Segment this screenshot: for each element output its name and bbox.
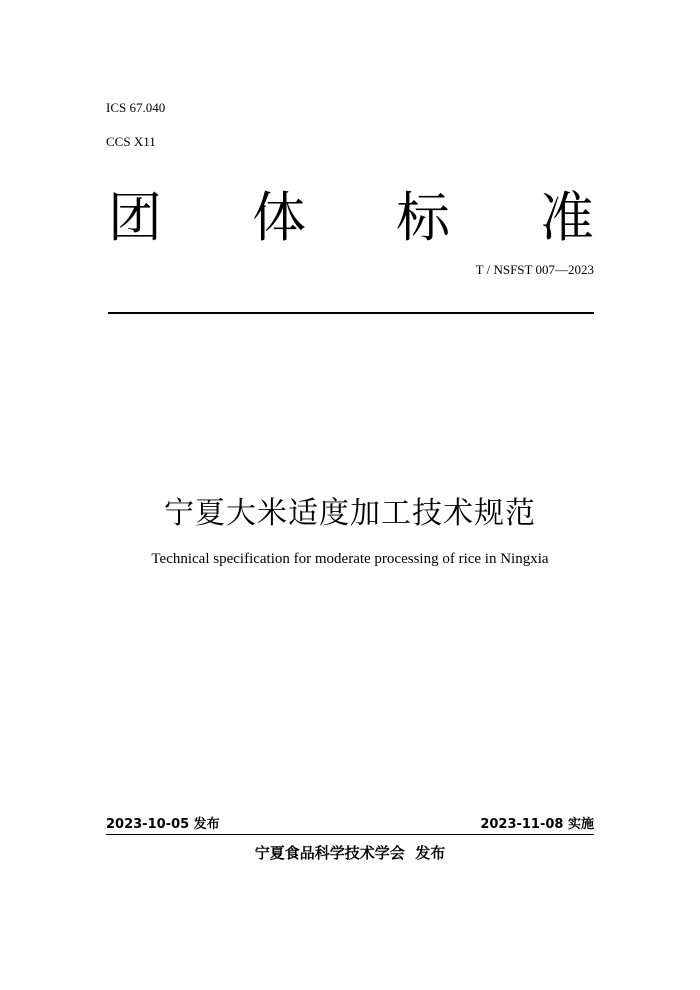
publish-date: 2023-10-05 发布 [106,817,220,832]
ics-code: ICS 67.040 [106,100,166,115]
standard-type-char: 标 [396,186,450,249]
document-title-en: Technical specification for moderate processing of rice in Ningxia [151,551,549,567]
ccs-code: CCS X11 [106,134,156,149]
standard-type-heading [108,186,594,250]
standard-type-char: 准 [540,186,594,249]
publisher: 宁夏食品科学技术学会 发布 [254,844,446,862]
bottom-divider [106,834,594,835]
implement-date: 2023-11-08 实施 [480,817,594,832]
standard-type-char: 体 [252,186,306,249]
document-title-cn: 宁夏大米适度加工技术规范 [164,496,536,531]
top-divider [108,312,594,314]
standard-type-char: 团 [108,186,162,249]
standard-code: T / NSFST 007—2023 [475,262,594,277]
